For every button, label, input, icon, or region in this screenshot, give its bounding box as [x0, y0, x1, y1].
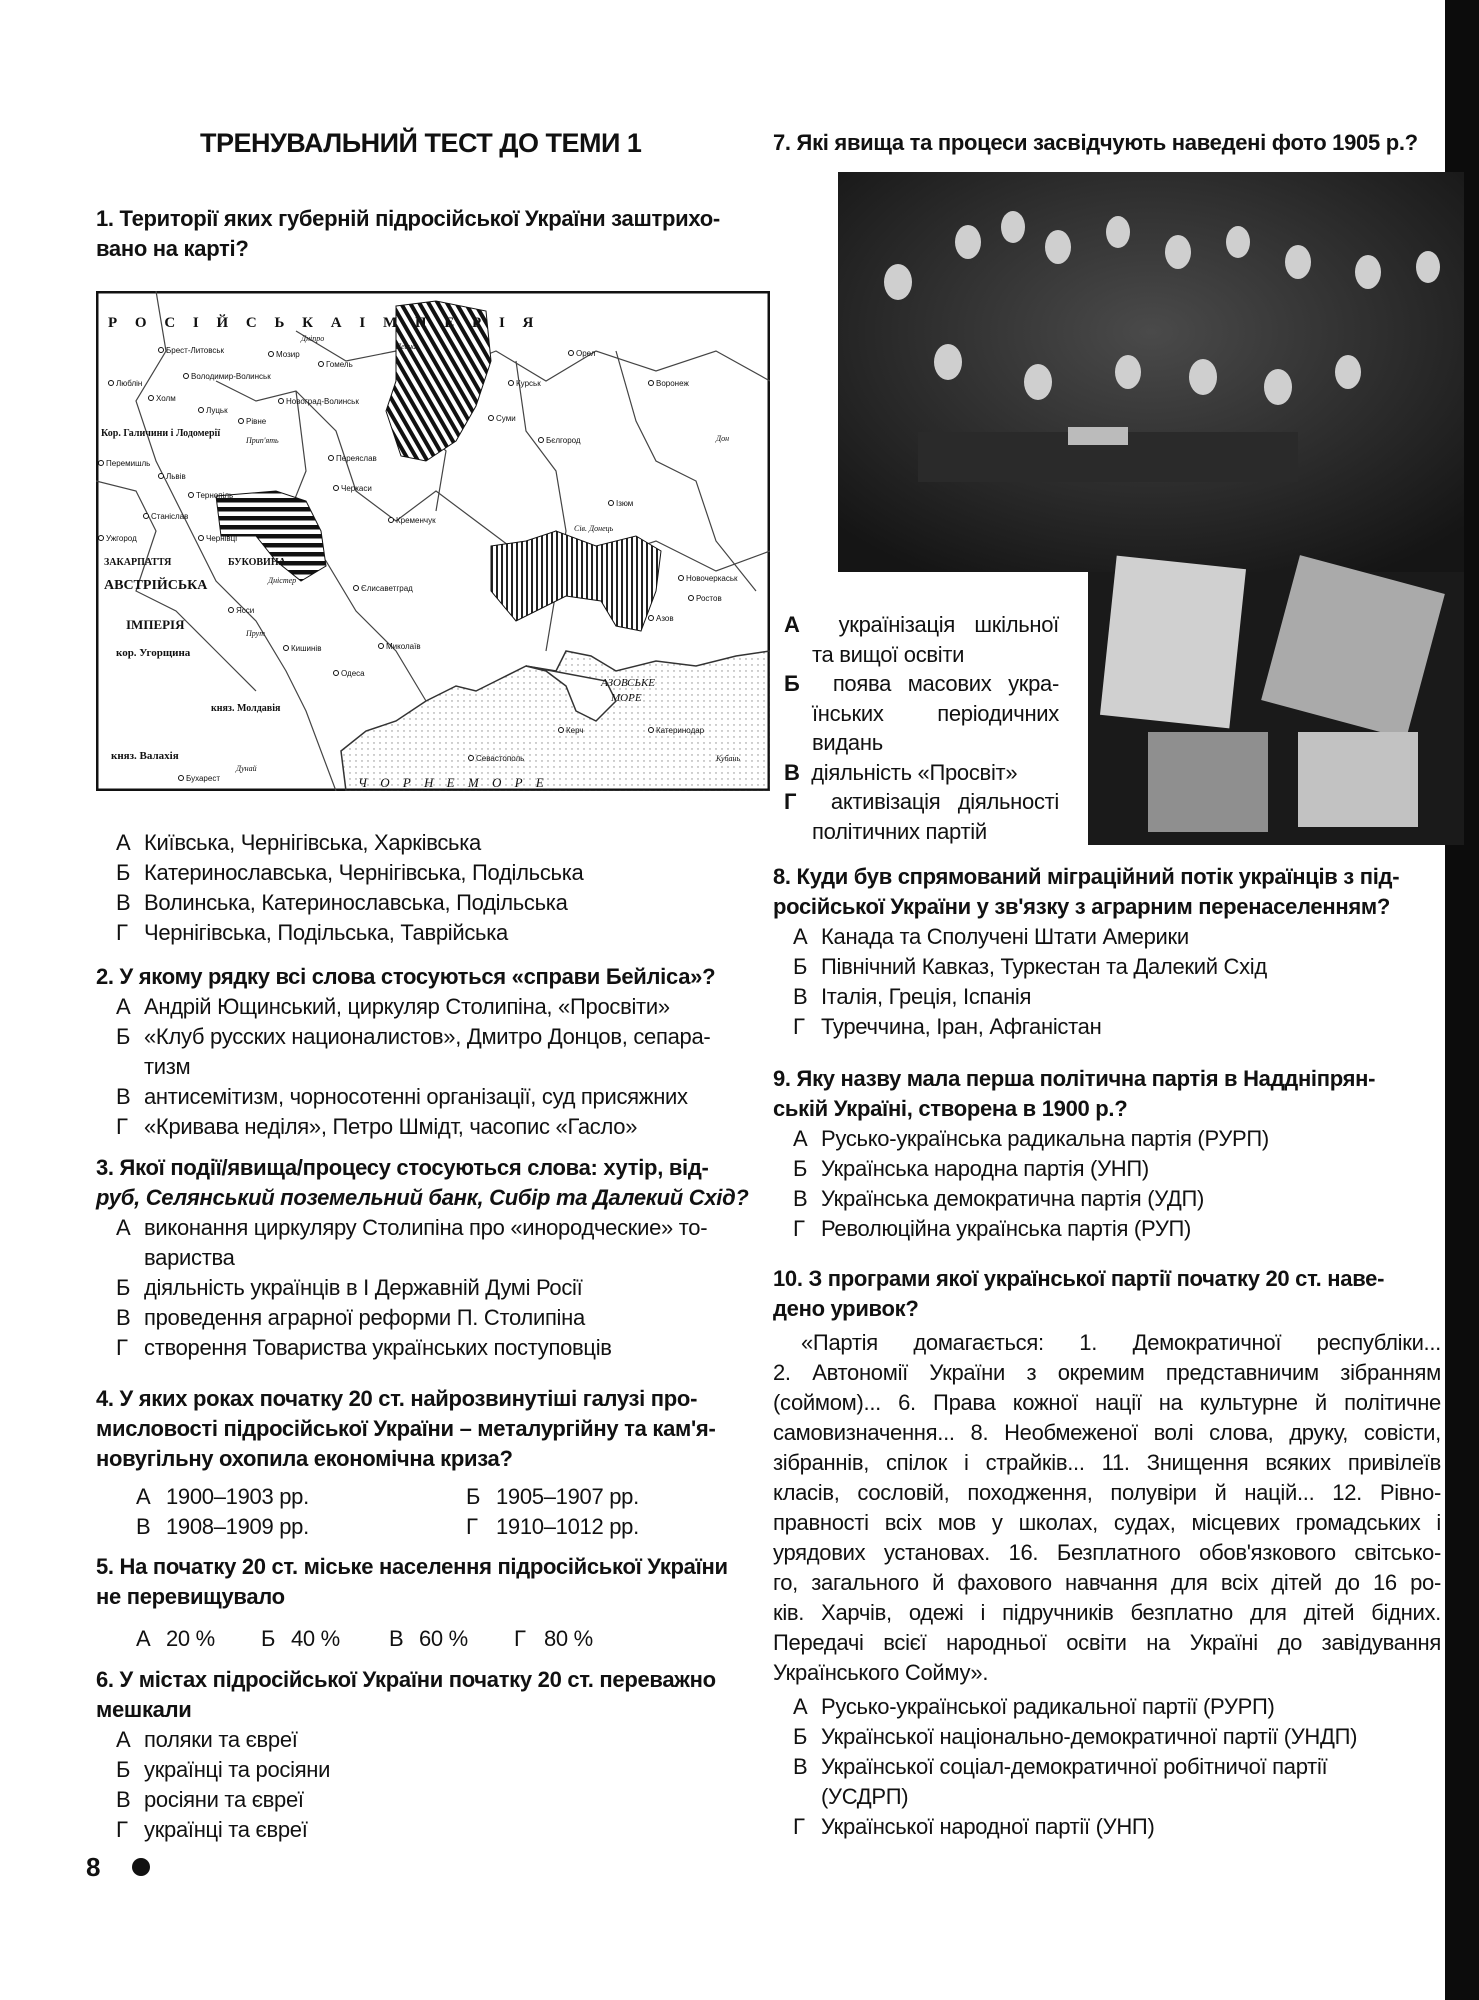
city-marker — [569, 351, 574, 356]
city-label: Ростов — [696, 594, 722, 603]
city-marker — [184, 374, 189, 379]
label-austrian-empire: АВСТРІЙСЬКА — [104, 578, 208, 593]
option-b[interactable] — [784, 669, 1059, 699]
city-label: Холм — [156, 394, 176, 403]
option-a[interactable] — [773, 1124, 1375, 1154]
quote-line: Українського Сойму». — [773, 1660, 989, 1685]
option-text: Русько-українська радикальна партія (РУРП) — [821, 1126, 1269, 1151]
label-galicia: Кор. Галичини і Лодомерії — [101, 428, 221, 439]
option-text: українізація шкільної — [838, 612, 1059, 637]
city-marker — [509, 381, 514, 386]
river-label: Дон — [716, 434, 730, 443]
city-label: Люблін — [116, 379, 143, 388]
city-marker — [149, 396, 154, 401]
question-text: 3. Якої події/явища/процесу стосуються слова: хутір, від- — [96, 1155, 709, 1180]
option-text: проведення аграрної реформи П. Столипіна — [144, 1305, 585, 1330]
city-label: Кременчук — [396, 516, 436, 525]
option-text-continued: їнських періодичних — [812, 700, 1059, 726]
option-a[interactable] — [784, 610, 1059, 640]
city-label: Черкаси — [341, 484, 372, 493]
question-text: ській Україні, створена в 1900 р.? — [773, 1096, 1128, 1121]
quote-line: «Партія домагається: 1. Демократичної республіки... — [801, 1330, 1441, 1355]
option-g[interactable] — [96, 1112, 715, 1142]
question-text: 10. З програми якої української партії початку 20 ст. наве- — [773, 1266, 1385, 1291]
option-text: діяльність «Просвіт» — [811, 759, 1018, 785]
option-letter: Б — [116, 1275, 131, 1300]
option-text: 1910–1012 рр. — [496, 1514, 639, 1539]
question-1-options — [96, 828, 583, 948]
question-text: мешкали — [96, 1697, 192, 1722]
option-a[interactable] — [136, 1482, 466, 1512]
question-8 — [773, 862, 1399, 1042]
option-text: Чернігівська, Подільська, Таврійська — [144, 920, 508, 945]
option-g[interactable] — [96, 1815, 716, 1845]
quote-line: (соймом)... 6. Права кожної нації на культурне й політичне — [773, 1390, 1441, 1415]
option-text: 80 % — [544, 1626, 593, 1651]
option-letter: А — [116, 1727, 131, 1752]
option-letter: Б — [784, 671, 800, 696]
option-text: Катеринославська, Чернігівська, Подільська — [144, 860, 584, 885]
option-g[interactable] — [784, 787, 1059, 817]
option-letter: В — [116, 1305, 131, 1330]
question-10 — [773, 1264, 1441, 1842]
quote-line: правності всіх мов у школах, судах, місцевих громадських і — [773, 1510, 1441, 1535]
city-marker — [159, 474, 164, 479]
city-marker — [199, 536, 204, 541]
question-text: дено уривок? — [773, 1296, 919, 1321]
option-v[interactable] — [773, 1184, 1375, 1214]
option-v[interactable] — [96, 1303, 749, 1333]
option-text: антисемітизм, чорносотенні організації, суд присяжних — [144, 1084, 688, 1109]
option-text: «Клуб русских националистов», Дмитро Донцов, сепара- — [144, 1024, 711, 1049]
city-marker — [319, 362, 324, 367]
city-marker — [99, 461, 104, 466]
city-label: Володимир-Волинськ — [191, 372, 271, 381]
option-letter: В — [116, 1084, 131, 1109]
option-text: 1900–1903 рр. — [166, 1484, 309, 1509]
option-text: Революційна українська партія (РУП) — [821, 1216, 1192, 1241]
option-text: Італія, Греція, Іспанія — [821, 984, 1032, 1009]
city-label: Кишинів — [291, 644, 322, 653]
river-label: Кубань — [716, 754, 741, 763]
label-hungary: кор. Угорщина — [116, 647, 191, 659]
option-text: Українська народна партія (УНП) — [821, 1156, 1149, 1181]
city-label: Бєлгород — [546, 436, 581, 445]
option-text-continued: (УСДРП) — [821, 1784, 909, 1809]
city-label: Ужгород — [106, 534, 137, 543]
option-b[interactable] — [773, 1154, 1375, 1184]
option-text: «Кривава неділя», Петро Шмідт, часопис «Гасло» — [144, 1114, 638, 1139]
river-label: Прип'ять — [246, 436, 279, 445]
city-marker — [539, 438, 544, 443]
option-text: росіяни та євреї — [144, 1787, 304, 1812]
question-1 — [96, 204, 720, 264]
city-label: Курськ — [516, 379, 541, 388]
option-text: 20 % — [166, 1626, 215, 1651]
city-label: Катеринодар — [656, 726, 705, 735]
option-text: поляки та євреї — [144, 1727, 298, 1752]
option-text: виконання циркуляру Столипіна про «инородческие» то- — [144, 1215, 708, 1240]
river-label: Дунай — [236, 764, 257, 773]
city-marker — [679, 576, 684, 581]
option-letter: Г — [116, 1335, 128, 1360]
option-g[interactable] — [96, 918, 583, 948]
option-g[interactable] — [773, 1214, 1375, 1244]
city-label: Ізюм — [616, 499, 634, 508]
option-letter: В — [136, 1514, 151, 1539]
city-marker — [229, 608, 234, 613]
option-letter: А — [793, 1694, 808, 1719]
city-marker — [159, 348, 164, 353]
option-letter: Б — [793, 1724, 808, 1749]
option-g[interactable] — [514, 1624, 593, 1654]
option-letter: В — [793, 984, 808, 1009]
option-letter: А — [116, 1215, 131, 1240]
label-transcarpathia: ЗАКАРПАТТЯ — [104, 557, 172, 568]
city-label: Суми — [496, 414, 516, 423]
group-photo — [838, 172, 1464, 572]
option-v[interactable] — [96, 1785, 716, 1815]
option-a[interactable] — [96, 1725, 716, 1755]
city-marker — [334, 671, 339, 676]
city-label: Станіслав — [151, 512, 189, 521]
river-label: Дністер — [268, 576, 297, 585]
option-letter: Б — [116, 860, 131, 885]
city-label: Воронеж — [656, 379, 689, 388]
option-text-continued: видань — [812, 730, 883, 755]
option-v[interactable] — [784, 758, 1059, 788]
option-text-continued: вариства — [144, 1245, 235, 1270]
option-letter: Г — [793, 1216, 805, 1241]
option-a[interactable] — [96, 828, 583, 858]
option-text-continued: політичних партій — [812, 818, 987, 844]
question-text: не перевищувало — [96, 1584, 285, 1609]
city-marker — [609, 501, 614, 506]
city-marker — [284, 646, 289, 651]
option-text: Туреччина, Іран, Афганістан — [821, 1014, 1102, 1039]
city-marker — [189, 493, 194, 498]
option-letter: Б — [116, 1024, 131, 1049]
page-number: 8 — [86, 1852, 101, 1882]
option-a[interactable] — [136, 1624, 261, 1654]
option-g[interactable] — [466, 1512, 639, 1542]
question-6 — [96, 1665, 716, 1845]
option-letter: Г — [793, 1014, 805, 1039]
city-marker — [279, 399, 284, 404]
program-quote — [773, 1328, 1441, 1688]
option-b[interactable] — [773, 952, 1399, 982]
quote-line: самовизначення... 8. Необмеженої волі слова, друку, совісти, — [773, 1420, 1441, 1445]
city-marker — [239, 419, 244, 424]
city-marker — [354, 586, 359, 591]
city-label: Керч — [566, 726, 584, 735]
option-letter: Б — [793, 954, 808, 979]
city-marker — [469, 756, 474, 761]
city-marker — [649, 616, 654, 621]
quote-line: класів, сословій, походження, полувіри й націй... 12. Рівно- — [773, 1480, 1441, 1505]
question-4 — [96, 1384, 715, 1542]
city-marker — [144, 514, 149, 519]
option-letter: А — [793, 1126, 808, 1151]
option-text: Української народної партії (УНП) — [821, 1814, 1155, 1839]
question-text: новугільну охопила економічна криза? — [96, 1446, 513, 1471]
option-letter: Г — [116, 1817, 128, 1842]
option-text: 40 % — [291, 1626, 340, 1651]
option-b[interactable] — [773, 1722, 1441, 1752]
option-text-continued: тизм — [144, 1054, 191, 1079]
option-b[interactable] — [261, 1624, 389, 1654]
city-label: Бухарест — [186, 774, 220, 783]
city-marker — [109, 381, 114, 386]
city-label: Тернопіль — [196, 491, 234, 500]
page-title: ТРЕНУВАЛЬНИЙ ТЕСТ ДО ТЕМИ 1 — [200, 128, 642, 158]
option-v[interactable] — [773, 1752, 1441, 1782]
label-azov-sea: АЗОВСЬКЕ — [601, 677, 656, 689]
city-label: Переяслав — [336, 454, 377, 463]
label-black-sea: Ч О Р Н Е М О Р Е — [358, 775, 549, 790]
option-letter: А — [116, 994, 131, 1019]
quote-line: 2. Автономії України з окремим представничим зібранням — [773, 1360, 1441, 1385]
option-letter: Б — [116, 1757, 131, 1782]
option-text: Української національно-демократичної партії (УНДП) — [821, 1724, 1358, 1749]
option-letter: Б — [261, 1626, 276, 1651]
option-b[interactable] — [96, 1022, 715, 1052]
label-azov-sea-2: МОРЕ — [611, 692, 642, 704]
option-v[interactable] — [96, 888, 583, 918]
question-text: руб, Селянський поземельний банк, Сибір та Далекий Схід? — [96, 1185, 749, 1210]
option-text: українці та євреї — [144, 1817, 308, 1842]
city-marker — [649, 728, 654, 733]
option-text: Київська, Чернігівська, Харківська — [144, 830, 481, 855]
option-letter: В — [784, 759, 800, 785]
option-letter: В — [389, 1626, 404, 1651]
question-3 — [96, 1153, 749, 1363]
city-marker — [329, 456, 334, 461]
option-text: поява масових укра- — [832, 671, 1059, 696]
option-letter: Г — [116, 1114, 128, 1139]
question-text: 6. У містах підросійської України початку 20 ст. переважно — [96, 1667, 716, 1692]
city-marker — [269, 352, 274, 357]
city-label: Миколаїв — [386, 642, 421, 651]
quote-line: ків. Харчів, одежі і підручників безплатно для дітей бідних. — [773, 1600, 1441, 1625]
option-text: Андрій Ющинський, циркуляр Столипіна, «Просвіти» — [144, 994, 670, 1019]
quote-line: зібраннів, спілок і страйків... 11. Знищення всяких привілеїв — [773, 1450, 1441, 1475]
question-2 — [96, 962, 715, 1142]
option-a[interactable] — [96, 992, 715, 1022]
option-text: Русько-української радикальної партії (РУРП) — [821, 1694, 1275, 1719]
city-marker — [334, 486, 339, 491]
question-7-options — [784, 610, 1059, 846]
option-v[interactable] — [389, 1624, 514, 1654]
map-figure — [96, 291, 770, 791]
label-wallachia: княз. Валахія — [111, 750, 179, 762]
option-text: Українська демократична партія (УДП) — [821, 1186, 1205, 1211]
option-letter: В — [793, 1754, 808, 1779]
question-text: мисловості підросійської України – металургійну та кам'я- — [96, 1416, 716, 1441]
option-text: діяльність українців в І Державній Думі Росії — [144, 1275, 583, 1300]
question-text: 1. Території яких губерній підросійської України заштрихо- — [96, 206, 720, 231]
option-g[interactable] — [96, 1333, 749, 1363]
option-letter: А — [784, 612, 800, 637]
option-g[interactable] — [773, 1012, 1399, 1042]
city-label: Рівне — [246, 417, 267, 426]
option-text: 1905–1907 рр. — [496, 1484, 639, 1509]
option-letter: Б — [793, 1156, 808, 1181]
question-text: 9. Яку назву мала перша політична партія в Наддніпрян- — [773, 1066, 1376, 1091]
option-text: Волинська, Катеринославська, Подільська — [144, 890, 568, 915]
city-label: Луцьк — [206, 406, 228, 415]
city-label: Чернівці — [206, 534, 238, 543]
city-label: Ясси — [236, 606, 255, 615]
option-letter: В — [116, 890, 131, 915]
question-9 — [773, 1064, 1375, 1244]
question-text: вано на карті? — [96, 236, 249, 261]
city-label: Одеса — [341, 669, 365, 678]
option-a[interactable] — [96, 1213, 749, 1243]
river-label: Дніпро — [301, 334, 325, 343]
city-marker — [179, 776, 184, 781]
page-dot — [132, 1858, 150, 1876]
option-text: Української соціал-демократичної робітничої партії — [821, 1754, 1328, 1779]
question-text: 8. Куди був спрямований міграційний потік українців з під- — [773, 864, 1400, 889]
option-letter: В — [793, 1186, 808, 1211]
option-v[interactable] — [96, 1082, 715, 1112]
city-label: Гомель — [326, 360, 353, 369]
option-letter: А — [136, 1626, 151, 1651]
option-letter: А — [793, 924, 808, 949]
option-text-continued: та вищої освіти — [812, 641, 965, 667]
city-label: Єлисаветград — [361, 584, 413, 593]
river-label: Сів. Донець — [574, 524, 614, 533]
question-text: 7. Які явища та процеси засвідчують наведені фото 1905 р.? — [773, 130, 1418, 155]
option-text: активізація діяльності — [830, 789, 1060, 814]
option-b[interactable] — [96, 1273, 749, 1303]
label-russian-empire: Р О С І Й С Ь К А І М П Е Р І Я — [108, 315, 541, 331]
city-label: Орел — [576, 349, 596, 358]
river-label: Прут — [246, 629, 265, 638]
option-text: 60 % — [419, 1626, 468, 1651]
option-v[interactable] — [136, 1512, 466, 1542]
quote-line: го, загального й фахового навчання для всіх дітей до 16 ро- — [773, 1570, 1441, 1595]
city-label: Львів — [166, 472, 186, 481]
question-text: 2. У якому рядку всі слова стосуються «справи Бейліса»? — [96, 964, 716, 989]
city-label: Севастополь — [476, 754, 525, 763]
option-g[interactable] — [773, 1812, 1441, 1842]
option-text: створення Товариства українських поступовців — [144, 1335, 612, 1360]
city-marker — [379, 644, 384, 649]
option-letter: Г — [116, 920, 128, 945]
option-letter: Г — [784, 789, 797, 814]
city-label: Азов — [656, 614, 674, 623]
option-text: Північний Кавказ, Туркестан та Далекий Схід — [821, 954, 1267, 979]
label-bukovina: БУКОВИНА — [228, 557, 286, 568]
city-marker — [199, 408, 204, 413]
quote-line: урядових установах. 16. Безплатного обов'язкового світсько- — [773, 1540, 1441, 1565]
city-marker — [99, 536, 104, 541]
option-letter: Г — [514, 1626, 526, 1651]
option-v[interactable] — [773, 982, 1399, 1012]
city-label: Новоград-Волинськ — [286, 397, 359, 406]
city-marker — [689, 596, 694, 601]
option-b[interactable] — [96, 1755, 716, 1785]
option-letter: Г — [466, 1514, 478, 1539]
label-moldavia: княз. Молдавія — [211, 703, 281, 714]
option-text: українці та росіяни — [144, 1757, 331, 1782]
option-letter: А — [136, 1484, 151, 1509]
quote-line: Передачі всієї народньої освіти на Україні до завідування — [773, 1630, 1441, 1655]
option-a[interactable] — [773, 922, 1399, 952]
option-letter: В — [116, 1787, 131, 1812]
label-empire: ІМПЕРІЯ — [126, 617, 185, 632]
city-marker — [489, 416, 494, 421]
option-letter: А — [116, 830, 131, 855]
city-marker — [389, 518, 394, 523]
city-label: Мозир — [276, 350, 300, 359]
city-marker — [559, 728, 564, 733]
question-7 — [773, 128, 1418, 158]
option-text: 1908–1909 рр. — [166, 1514, 309, 1539]
option-b[interactable] — [96, 858, 583, 888]
question-5 — [96, 1552, 728, 1654]
question-text: російської України у зв'язку з аграрним перенаселенням? — [773, 894, 1390, 919]
option-text: Канада та Сполучені Штати Америки — [821, 924, 1189, 949]
question-text: 4. У яких роках початку 20 ст. найрозвинутіші галузі про- — [96, 1386, 698, 1411]
city-label: Брест-Литовськ — [166, 346, 225, 355]
question-text: 5. На початку 20 ст. міське населення підросійської України — [96, 1554, 728, 1579]
river-label: Десна — [396, 342, 417, 351]
option-b[interactable] — [466, 1482, 639, 1512]
city-label: Новочеркаськ — [686, 574, 738, 583]
option-letter: Г — [793, 1814, 805, 1839]
city-marker — [649, 381, 654, 386]
option-letter: Б — [466, 1484, 481, 1509]
city-label: Перемишль — [106, 459, 151, 468]
option-a[interactable] — [773, 1692, 1441, 1722]
